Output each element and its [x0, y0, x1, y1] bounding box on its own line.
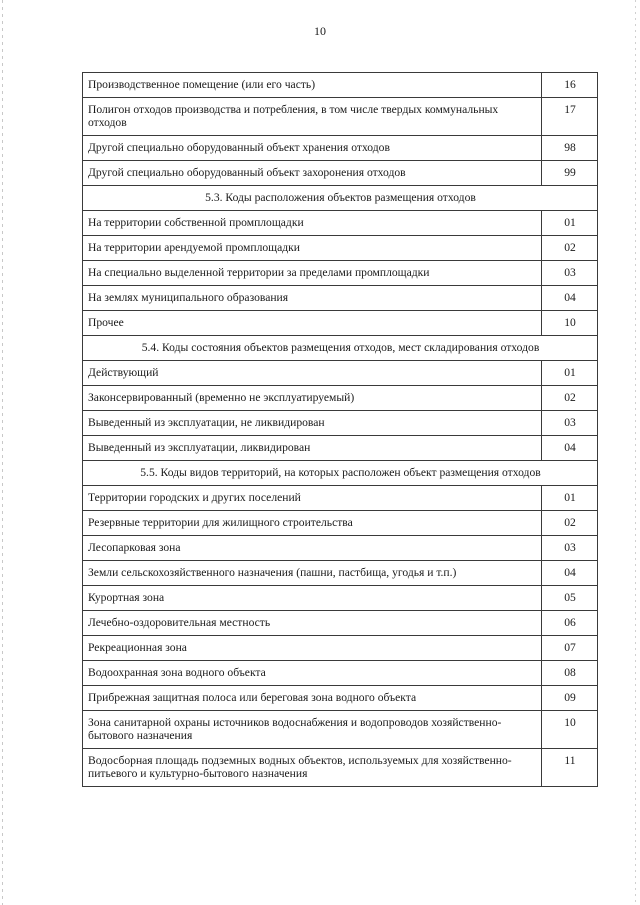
row-code: 11 — [542, 749, 598, 787]
row-label: Курортная зона — [83, 586, 542, 611]
table-row — [83, 561, 598, 586]
table-row — [83, 436, 598, 461]
row-label: На специально выделенной территории за пределами промплощадки — [83, 261, 542, 286]
row-label: Другой специально оборудованный объект захоронения отходов — [83, 161, 542, 186]
table-row — [83, 686, 598, 711]
row-code: 03 — [542, 536, 598, 561]
row-label: На территории арендуемой промплощадки — [83, 236, 542, 261]
table-row — [83, 411, 598, 436]
table-row — [83, 661, 598, 686]
table-row — [83, 236, 598, 261]
table-row — [83, 586, 598, 611]
table-row — [83, 161, 598, 186]
row-code: 01 — [542, 211, 598, 236]
table-row — [83, 361, 598, 386]
row-code: 04 — [542, 286, 598, 311]
scan-edge-left — [2, 0, 3, 905]
row-label: Водоохранная зона водного объекта — [83, 661, 542, 686]
section-title: 5.4. Коды состояния объектов размещения отходов, мест складирования отходов — [83, 336, 598, 361]
table-row — [83, 286, 598, 311]
row-code: 99 — [542, 161, 598, 186]
row-code: 05 — [542, 586, 598, 611]
row-label: Другой специально оборудованный объект хранения отходов — [83, 136, 542, 161]
row-label: Полигон отходов производства и потребления, в том числе твердых коммунальных отходов — [83, 98, 542, 136]
table-row — [83, 536, 598, 561]
table-row — [83, 261, 598, 286]
section-header-row — [83, 186, 598, 211]
section-header-row — [83, 461, 598, 486]
section-header-row — [83, 336, 598, 361]
row-label: Рекреационная зона — [83, 636, 542, 661]
codes-table — [82, 72, 598, 787]
table-row — [83, 636, 598, 661]
row-code: 07 — [542, 636, 598, 661]
row-label: Выведенный из эксплуатации, не ликвидирован — [83, 411, 542, 436]
row-code: 10 — [542, 311, 598, 336]
row-code: 09 — [542, 686, 598, 711]
row-code: 02 — [542, 236, 598, 261]
row-label: На землях муниципального образования — [83, 286, 542, 311]
row-label: Действующий — [83, 361, 542, 386]
table-row — [83, 386, 598, 411]
section-title: 5.3. Коды расположения объектов размещения отходов — [83, 186, 598, 211]
row-code: 02 — [542, 511, 598, 536]
row-label: Лечебно-оздоровительная местность — [83, 611, 542, 636]
row-label: Прибрежная защитная полоса или береговая зона водного объекта — [83, 686, 542, 711]
row-code: 04 — [542, 561, 598, 586]
row-label: Законсервированный (временно не эксплуатируемый) — [83, 386, 542, 411]
table-row — [83, 98, 598, 136]
row-label: Прочее — [83, 311, 542, 336]
row-code: 03 — [542, 411, 598, 436]
row-code: 01 — [542, 486, 598, 511]
scan-edge-right — [635, 0, 636, 905]
table-row — [83, 749, 598, 787]
page-number: 10 — [314, 24, 326, 38]
table-row — [83, 511, 598, 536]
row-code: 06 — [542, 611, 598, 636]
row-code: 03 — [542, 261, 598, 286]
table-row — [83, 711, 598, 749]
table-row — [83, 211, 598, 236]
row-code: 08 — [542, 661, 598, 686]
row-code: 02 — [542, 386, 598, 411]
row-label: Производственное помещение (или его часть) — [83, 73, 542, 98]
row-code: 01 — [542, 361, 598, 386]
row-label: Выведенный из эксплуатации, ликвидирован — [83, 436, 542, 461]
row-code: 10 — [542, 711, 598, 749]
row-label: На территории собственной промплощадки — [83, 211, 542, 236]
table-row — [83, 136, 598, 161]
row-code: 04 — [542, 436, 598, 461]
row-code: 17 — [542, 98, 598, 136]
row-label: Зона санитарной охраны источников водоснабжения и водопроводов хозяйственно-бытового назначения — [83, 711, 542, 749]
row-code: 98 — [542, 136, 598, 161]
table-row — [83, 73, 598, 98]
table-row — [83, 486, 598, 511]
row-label: Лесопарковая зона — [83, 536, 542, 561]
table-row — [83, 311, 598, 336]
section-title: 5.5. Коды видов территорий, на которых расположен объект размещения отходов — [83, 461, 598, 486]
row-code: 16 — [542, 73, 598, 98]
row-label: Резервные территории для жилищного строительства — [83, 511, 542, 536]
table-row — [83, 611, 598, 636]
row-label: Водосборная площадь подземных водных объектов, используемых для хозяйственно-питьевого и культурно-бытового назначения — [83, 749, 542, 787]
row-label: Территории городских и других поселений — [83, 486, 542, 511]
row-label: Земли сельскохозяйственного назначения (пашни, пастбища, угодья и т.п.) — [83, 561, 542, 586]
codes-table-body — [83, 73, 598, 787]
